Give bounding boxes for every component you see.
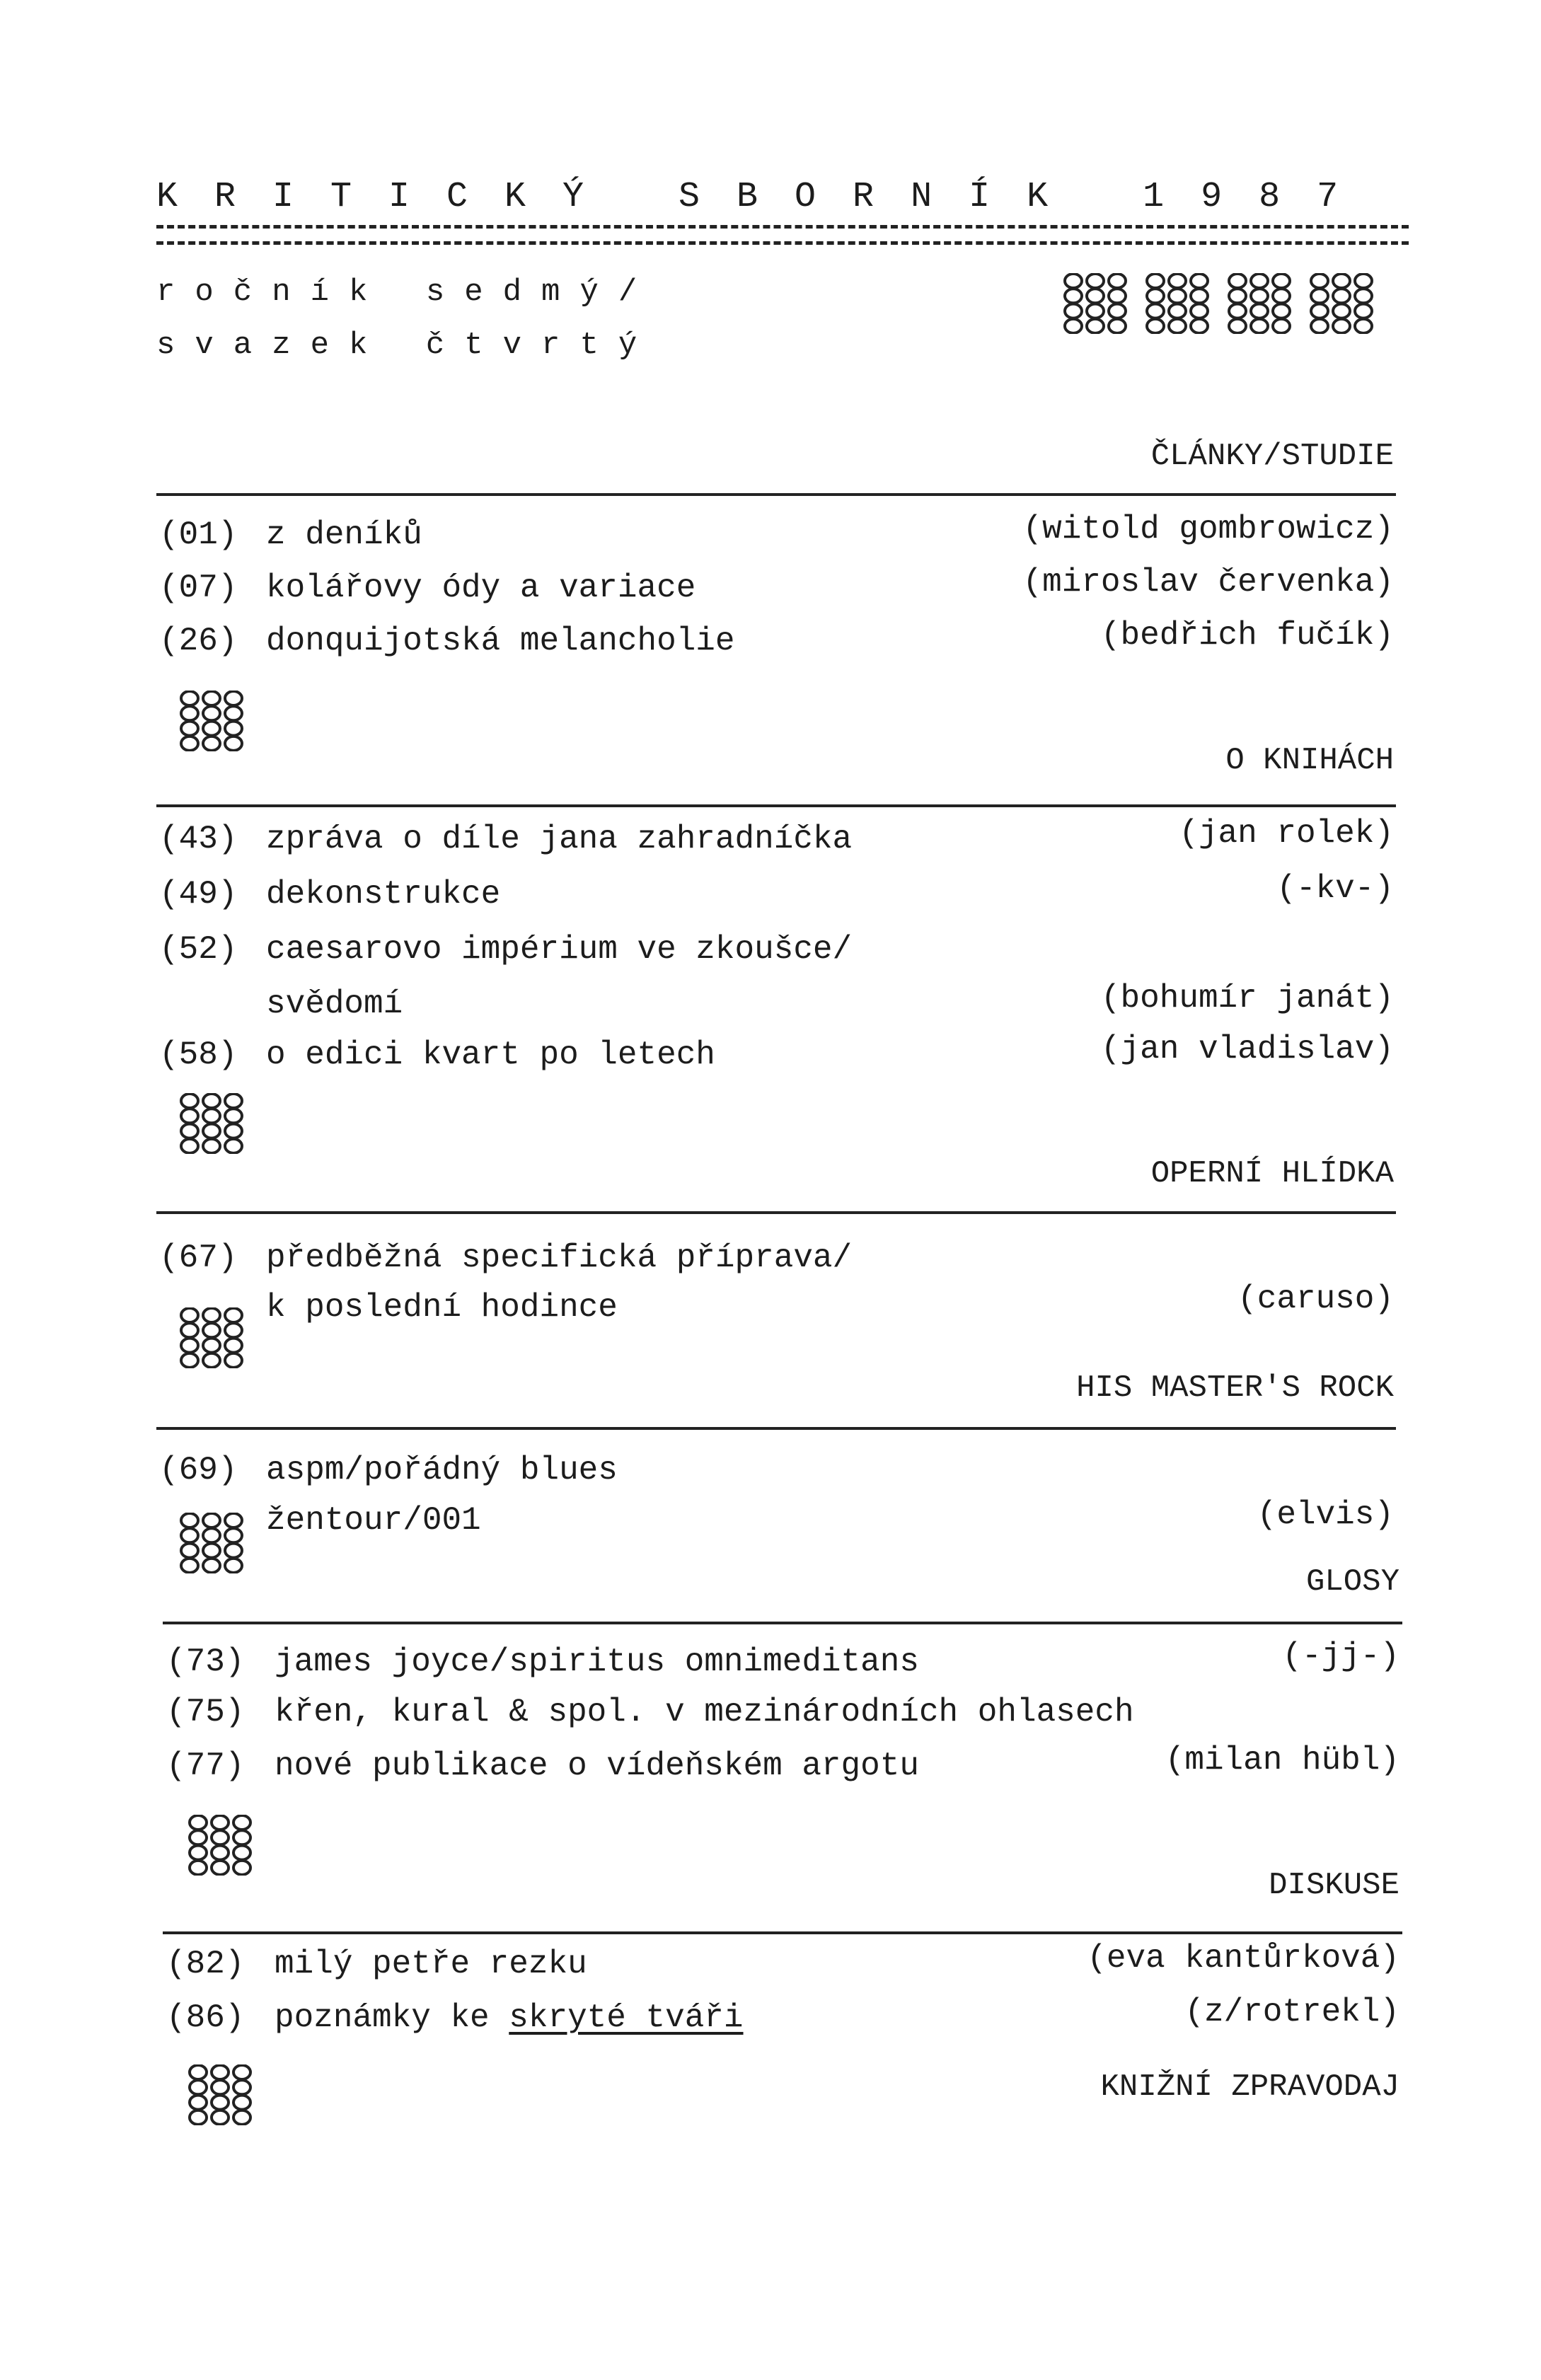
section-rule	[163, 1931, 1402, 1934]
section-rule	[156, 1211, 1396, 1214]
entry-title: křen, kural & spol. v mezinárodních ohlasech	[275, 1694, 1134, 1731]
section-rule	[156, 493, 1396, 496]
entry-title: zpráva o díle jana zahradníčka	[266, 821, 853, 857]
entry-author: (jan rolek)	[1179, 815, 1394, 852]
section-heading-diskuse: DISKUSE	[1269, 1868, 1399, 1903]
section-heading-o-knihach: O KNIHÁCH	[1225, 743, 1394, 778]
entry-author: (jan vladislav)	[1100, 1031, 1394, 1068]
entry-page: (01)	[159, 516, 238, 553]
entry-title: předběžná specifická příprava/	[266, 1240, 853, 1276]
entry-title	[275, 1999, 744, 2036]
entry-title-continued: svědomí	[266, 986, 403, 1022]
entry-page: (26)	[159, 623, 238, 659]
decorative-888-ornament	[1063, 273, 1374, 344]
entry-title: donquijotská melancholie	[266, 623, 735, 659]
decorative-888-ornament	[187, 2064, 253, 2135]
entry-author: (witold gombrowicz)	[1022, 511, 1394, 548]
entry-author: (z/rotrekl)	[1184, 1994, 1399, 2030]
decorative-888-ornament	[179, 1513, 244, 1583]
entry-page: (77)	[166, 1748, 245, 1784]
decorative-888-ornament	[179, 1093, 244, 1164]
entry-title: kolářovy ódy a variace	[266, 570, 696, 606]
entry-page: (86)	[166, 1999, 245, 2036]
section-heading-his-masters-rock: HIS MASTER'S ROCK	[1076, 1370, 1394, 1406]
section-heading-knizni-zpravodaj: KNIŽNÍ ZPRAVODAJ	[1100, 2069, 1399, 2105]
entry-page: (75)	[166, 1694, 245, 1731]
entry-page: (58)	[159, 1036, 238, 1073]
section-rule	[163, 1622, 1402, 1624]
section-heading-operni-hlidka: OPERNÍ HLÍDKA	[1150, 1156, 1394, 1191]
entry-title: aspm/pořádný blues	[266, 1452, 618, 1489]
entry-author: (miroslav červenka)	[1022, 564, 1394, 601]
entry-author: (milan hübl)	[1165, 1742, 1399, 1779]
entry-title: milý petře rezku	[275, 1946, 587, 1982]
entry-title: o edici kvart po letech	[266, 1036, 715, 1073]
volume-line: ročník sedmý/	[156, 275, 657, 310]
section-heading-glosy: GLOSY	[1305, 1564, 1399, 1600]
entry-author: (-jj-)	[1282, 1638, 1399, 1675]
entry-page: (67)	[159, 1240, 238, 1276]
section-heading-clanky-studie: ČLÁNKY/STUDIE	[1150, 439, 1394, 474]
entry-author: (caruso)	[1237, 1281, 1394, 1317]
journal-title: KRITICKÝ SBORNÍK 1987	[156, 177, 1375, 217]
entry-author: (bedřich fučík)	[1100, 617, 1394, 654]
entry-title: nové publikace o vídeňském argotu	[275, 1748, 919, 1784]
entry-author: (bohumír janát)	[1100, 980, 1394, 1017]
decorative-888-ornament	[179, 1307, 244, 1378]
decorative-888-ornament	[187, 1815, 253, 1885]
entry-title: caesarovo impérium ve zkoušce/	[266, 931, 853, 968]
decorative-888-ornament	[179, 691, 244, 761]
section-rule	[156, 804, 1396, 807]
entry-page: (43)	[159, 821, 238, 857]
entry-author: (elvis)	[1257, 1496, 1394, 1533]
entry-title-continued: žentour/001	[266, 1502, 481, 1539]
section-rule	[156, 1427, 1396, 1430]
entry-page: (52)	[159, 931, 238, 968]
entry-page: (82)	[166, 1946, 245, 1982]
entry-author: (-kv-)	[1276, 870, 1394, 907]
entry-page: (49)	[159, 876, 238, 913]
double-rule-divider	[156, 225, 1409, 245]
entry-title-continued: k poslední hodince	[266, 1289, 618, 1326]
entry-author: (eva kantůrková)	[1087, 1940, 1399, 1977]
entry-title: z deníků	[266, 516, 422, 553]
entry-title: james joyce/spiritus omnimeditans	[275, 1644, 919, 1680]
issue-line: svazek čtvrtý	[156, 328, 657, 363]
entry-title-prefix: poznámky ke	[275, 1999, 509, 2036]
entry-title-underlined: skryté tváři	[509, 1999, 744, 2036]
entry-title: dekonstrukce	[266, 876, 501, 913]
entry-page: (73)	[166, 1644, 245, 1680]
entry-page: (07)	[159, 570, 238, 606]
entry-page: (69)	[159, 1452, 238, 1489]
